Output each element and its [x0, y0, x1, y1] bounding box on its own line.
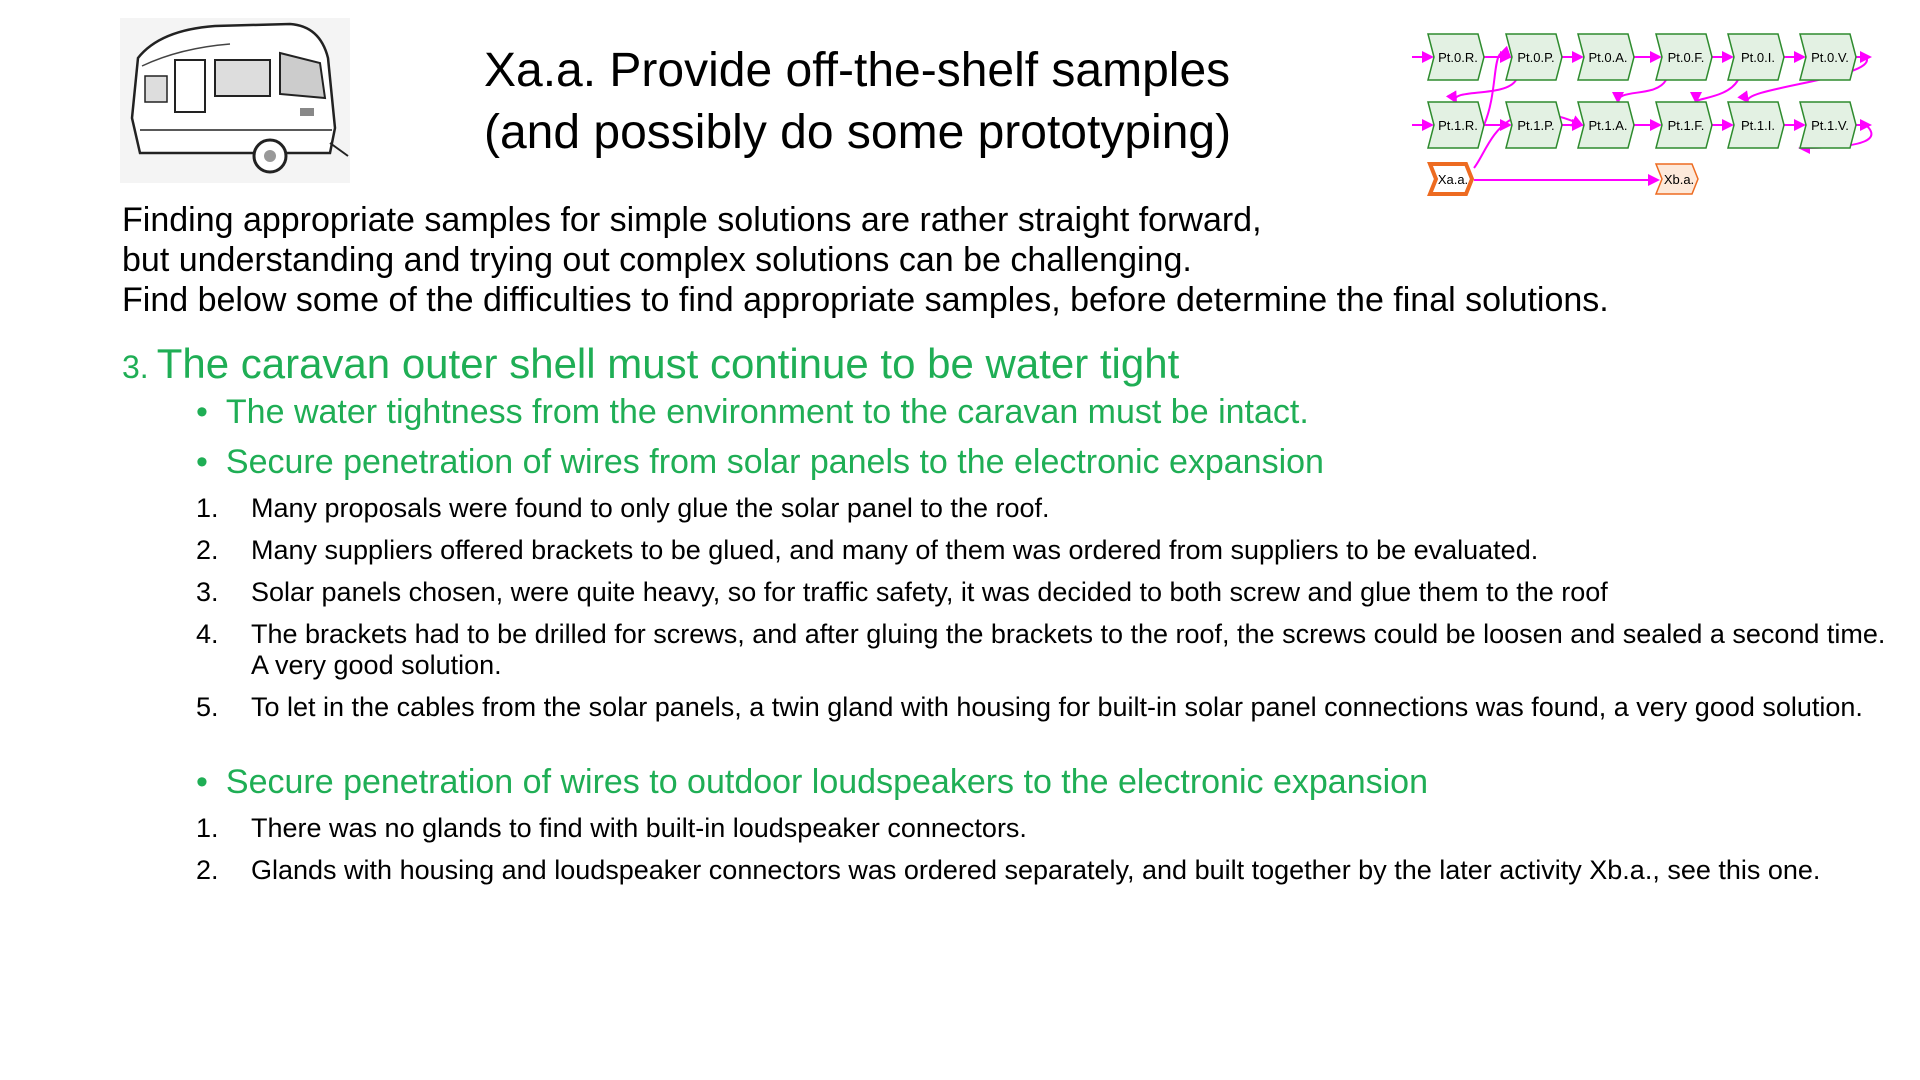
flow-arrow	[1696, 80, 1738, 102]
list-text: Glands with housing and loudspeaker connectors was ordered separately, and built together by the later activity Xb.a., see this one.	[251, 855, 1821, 885]
flow-box	[1428, 102, 1484, 148]
bullet-solar-wires: • Secure penetration of wires from solar panels to the electronic expansion	[196, 443, 1324, 481]
section-heading-text: The caravan outer shell must continue to be water tight	[156, 340, 1180, 387]
flow-box	[1578, 34, 1634, 80]
list-item	[196, 577, 1886, 608]
list-item	[196, 493, 1886, 524]
intro-line-2: but understanding and trying out complex solutions can be challenging.	[122, 241, 1192, 279]
list-number: 1.	[196, 493, 219, 523]
flow-box	[1800, 34, 1856, 80]
intro-line-1: Finding appropriate samples for simple solutions are rather straight forward,	[122, 201, 1262, 239]
bullet-water-tightness: • The water tightness from the environment to the caravan must be intact.	[196, 393, 1309, 431]
flow-box	[1656, 102, 1712, 148]
flow-box-label: Pt.0.R.	[1438, 50, 1478, 65]
flow-box-label: Xb.a.	[1663, 172, 1695, 187]
bullet-loudspeaker-wires: • Secure penetration of wires to outdoor loudspeakers to the electronic expansion	[196, 763, 1428, 801]
flow-box-label: Pt.1.A.	[1588, 118, 1628, 133]
bullet-text: The water tightness from the environment to the caravan must be intact.	[225, 393, 1309, 431]
list-text: The brackets had to be drilled for screws, and after gluing the brackets to the roof, the screws could be loosen and sealed a second time. A very good solution.	[251, 619, 1886, 680]
flow-box-label: Pt.1.R.	[1438, 118, 1478, 133]
list-number: 5.	[196, 692, 219, 722]
flow-box	[1728, 34, 1784, 80]
list-item	[196, 855, 1886, 886]
flow-box	[1506, 34, 1562, 80]
flow-arrow	[1455, 80, 1516, 102]
flow-box-label: Pt.0.F.	[1667, 50, 1705, 65]
intro-line-3: Find below some of the difficulties to find appropriate samples, before determine the final solutions.	[122, 281, 1609, 319]
flow-box-label: Pt.1.V.	[1811, 118, 1849, 133]
slide-title	[484, 40, 1384, 164]
list-text: Many suppliers offered brackets to be glued, and many of them was ordered from suppliers to be evaluated.	[251, 535, 1539, 565]
title-line-1: Xa.a. Provide off-the-shelf samples	[484, 44, 1231, 97]
list-item	[196, 535, 1886, 566]
flow-box	[1428, 34, 1484, 80]
flow-arrow	[1484, 53, 1510, 125]
flow-box-label: Pt.1.F.	[1667, 118, 1705, 133]
list-number: 3.	[196, 577, 219, 607]
flow-box-next	[1656, 164, 1698, 194]
caravan-illustration	[120, 18, 350, 183]
list-item	[196, 619, 1886, 681]
flow-box-label: Pt.0.A.	[1588, 50, 1628, 65]
list-item	[196, 813, 1886, 844]
flow-box	[1506, 102, 1562, 148]
list-number: 2.	[196, 855, 219, 885]
list-number: 4.	[196, 619, 219, 649]
list-text: Many proposals were found to only glue the solar panel to the roof.	[251, 493, 1050, 523]
flow-box-current	[1430, 164, 1472, 194]
flow-box-label: Xa.a.	[1437, 172, 1469, 187]
process-flow-diagram	[1410, 28, 1880, 200]
section-number: 3.	[122, 349, 149, 385]
flow-box-label: Pt.1.I.	[1741, 118, 1775, 133]
flow-box	[1578, 102, 1634, 148]
list-text: Solar panels chosen, were quite heavy, so for traffic safety, it was decided to both screw and glue them to the roof	[251, 577, 1608, 607]
flow-box-label: Pt.0.V.	[1811, 50, 1849, 65]
bullet-text: Secure penetration of wires to outdoor loudspeakers to the electronic expansion	[225, 763, 1428, 801]
title-line-2: (and possibly do some prototyping)	[484, 106, 1232, 159]
list-text: There was no glands to find with built-in loudspeaker connectors.	[251, 813, 1027, 843]
list-item	[196, 692, 1886, 723]
bullet-text: Secure penetration of wires from solar panels to the electronic expansion	[225, 443, 1324, 481]
list-number: 2.	[196, 535, 219, 565]
flow-box	[1656, 34, 1712, 80]
intro-paragraph	[122, 200, 1902, 320]
flow-box	[1728, 102, 1784, 148]
flow-box-label: Pt.0.I.	[1741, 50, 1775, 65]
list-number: 1.	[196, 813, 219, 843]
section-heading	[122, 338, 1902, 393]
list-text: To let in the cables from the solar panels, a twin gland with housing for built-in solar panel connections was found, a very good solution.	[251, 692, 1863, 722]
flow-box	[1800, 102, 1856, 148]
flow-box-label: Pt.1.P.	[1517, 118, 1555, 133]
flow-arrow	[1618, 80, 1666, 102]
flow-box-label: Pt.0.P.	[1517, 50, 1555, 65]
